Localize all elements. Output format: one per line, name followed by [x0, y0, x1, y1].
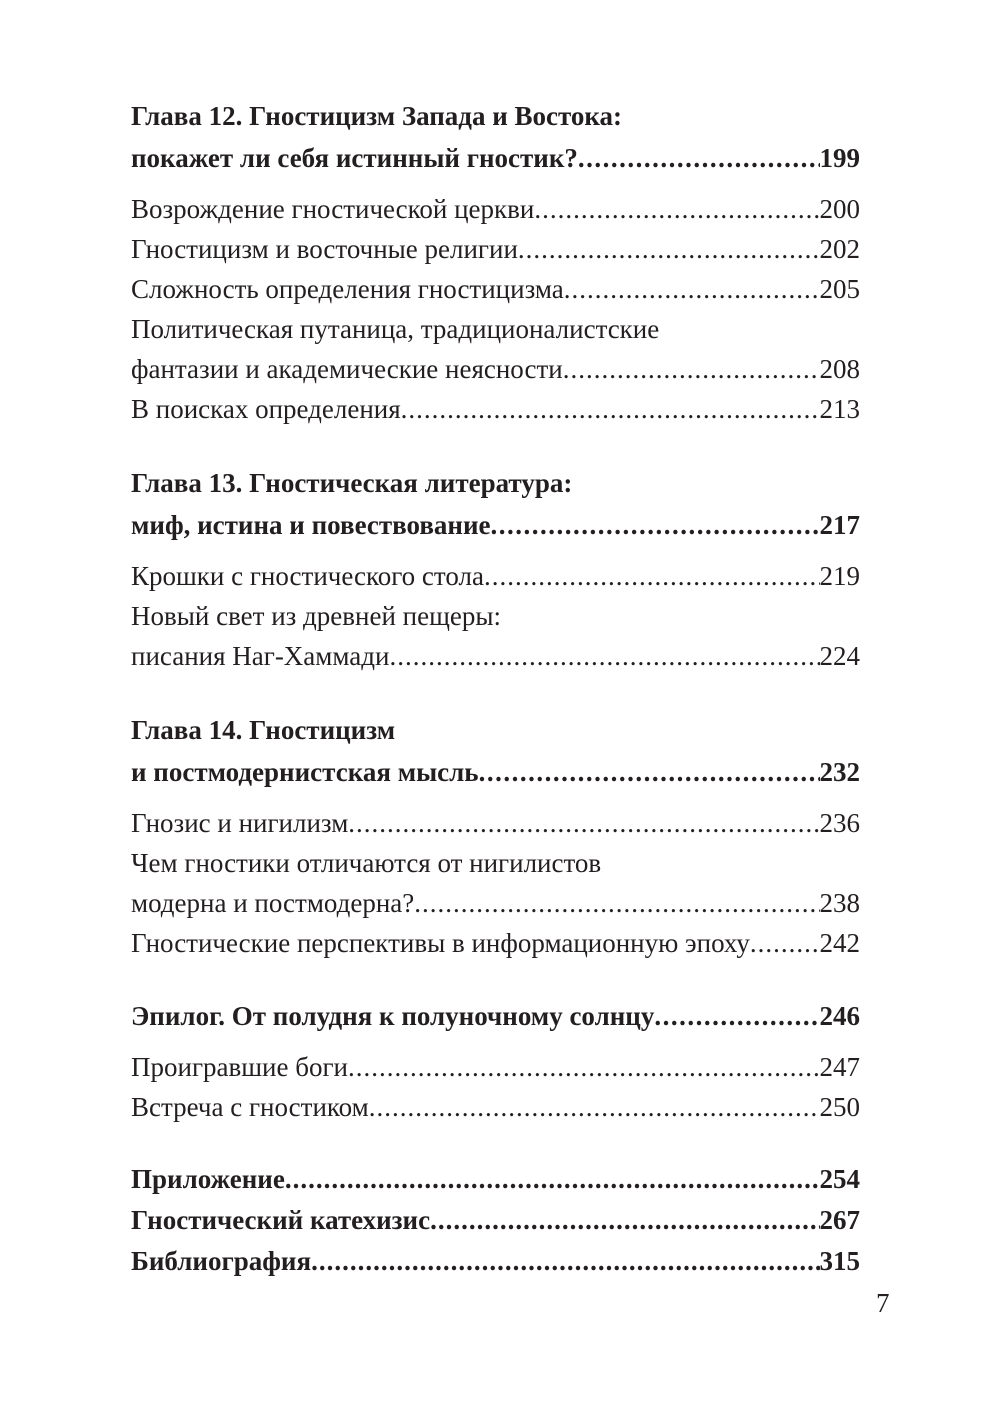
entry-text: Встреча с гностиком: [131, 1092, 369, 1122]
table-of-contents: [131, 95, 860, 1282]
toc-entry: [131, 189, 860, 229]
chapter-title-text: и постмодернистская мысль: [131, 757, 479, 787]
entry-page-number: 238: [819, 888, 860, 918]
dot-leader: [348, 803, 819, 843]
chapter-14-heading: [131, 709, 860, 793]
dot-leader: [389, 636, 819, 676]
entry-page-number: 242: [819, 928, 860, 958]
chapter-title-text: миф, истина и повествование: [131, 510, 491, 540]
section-spacer: [131, 1127, 860, 1159]
epilogue-section: [131, 995, 860, 1127]
appendix-text: Библиография: [131, 1246, 312, 1276]
chapter-page-number: 217: [819, 510, 860, 540]
chapter-title-line: [131, 462, 860, 504]
entry-text: Гностицизм и восточные религии: [131, 234, 518, 264]
dot-leader: [750, 923, 820, 963]
entry-text: Возрождение гностической церкви: [131, 194, 535, 224]
dot-leader: [578, 137, 820, 179]
entry-page-number: 202: [819, 234, 860, 264]
toc-entry: [131, 1047, 860, 1087]
toc-entry: [131, 1087, 860, 1127]
chapter-page-number: 199: [819, 143, 860, 173]
entry-page-number: 236: [819, 808, 860, 838]
entry-page-number: 224: [819, 641, 860, 671]
chapter-title-text: Глава 14. Гностицизм: [131, 715, 396, 745]
appendix-section: [131, 1159, 860, 1282]
appendix-page-number: 315: [819, 1246, 860, 1276]
appendix-page-number: 254: [819, 1164, 860, 1194]
dot-leader: [285, 1159, 820, 1200]
entry-text: В поисках определения: [131, 394, 401, 424]
entry-page-number: 200: [819, 194, 860, 224]
toc-entry: [131, 923, 860, 963]
toc-entry: [131, 269, 860, 309]
dot-leader: [430, 1200, 819, 1241]
appendix-entry: [131, 1200, 860, 1241]
page-number: 7: [876, 1288, 890, 1318]
appendix-page-number: 267: [819, 1205, 860, 1235]
appendix-text: Приложение: [131, 1164, 285, 1194]
toc-entry: [131, 389, 860, 429]
chapter-12-section: [131, 95, 860, 429]
dot-leader: [414, 883, 819, 923]
toc-entry: [131, 556, 860, 596]
toc-entry: [131, 636, 860, 676]
chapter-13-section: [131, 462, 860, 676]
entry-text: писания Наг-Хаммади: [131, 641, 390, 671]
entry-text: Гностические перспективы в информационную эпоху: [131, 928, 750, 958]
section-spacer: [131, 429, 860, 462]
section-spacer: [131, 963, 860, 995]
dot-leader: [479, 751, 820, 793]
entry-text: фантазии и академические неясности: [131, 354, 563, 384]
entry-page-number: 205: [819, 274, 860, 304]
dot-leader: [491, 504, 820, 546]
chapter-title-line: [131, 95, 860, 137]
chapter-title-text: Эпилог. От полудня к полуночному солнцу: [131, 1001, 655, 1031]
entry-page-number: 219: [819, 561, 860, 591]
chapter-14-section: [131, 709, 860, 963]
chapter-page-number: 246: [819, 1001, 860, 1031]
chapter-title-line: [131, 709, 860, 751]
chapter-title-line: [131, 751, 860, 793]
entry-page-number: 247: [819, 1052, 860, 1082]
chapter-12-heading: [131, 95, 860, 179]
entry-text: модерна и постмодерна?: [131, 888, 415, 918]
entry-text: Политическая путаница, традиционалистские: [131, 314, 660, 344]
appendix-entry: [131, 1159, 860, 1200]
dot-leader: [654, 995, 819, 1037]
dot-leader: [311, 1241, 819, 1282]
chapter-13-heading: [131, 462, 860, 546]
dot-leader: [534, 189, 819, 229]
chapter-title-text: Глава 13. Гностическая литература:: [131, 468, 573, 498]
toc-entry: [131, 883, 860, 923]
entry-text: Сложность определения гностицизма: [131, 274, 564, 304]
toc-entry: [131, 803, 860, 843]
chapter-title-line: [131, 137, 860, 179]
epilogue-heading: [131, 995, 860, 1037]
entry-page-number: 208: [819, 354, 860, 384]
toc-entry: [131, 229, 860, 269]
dot-leader: [369, 1087, 820, 1127]
entry-page-number: 213: [819, 394, 860, 424]
toc-entry-first-line: [131, 596, 860, 636]
entry-text: Новый свет из древней пещеры:: [131, 601, 502, 631]
section-spacer: [131, 676, 860, 709]
dot-leader: [401, 389, 820, 429]
entry-text: Гнозис и нигилизм: [131, 808, 349, 838]
dot-leader: [348, 1047, 820, 1087]
entry-text: Проигравшие боги: [131, 1052, 348, 1082]
chapter-title-line: [131, 504, 860, 546]
toc-entry-first-line: [131, 843, 860, 883]
chapter-title-text: покажет ли себя истинный гностик?: [131, 143, 578, 173]
dot-leader: [564, 269, 820, 309]
entry-text: Чем гностики отличаются от нигилистов: [131, 848, 602, 878]
dot-leader: [518, 229, 820, 269]
chapter-page-number: 232: [819, 757, 860, 787]
toc-entry-first-line: [131, 309, 860, 349]
entry-text: Крошки с гностического стола: [131, 561, 484, 591]
toc-entry: [131, 349, 860, 389]
chapter-title-text: Глава 12. Гностицизм Запада и Востока:: [131, 101, 623, 131]
appendix-text: Гностический катехизис: [131, 1205, 431, 1235]
entry-page-number: 250: [819, 1092, 860, 1122]
chapter-title-line: [131, 995, 860, 1037]
dot-leader: [563, 349, 820, 389]
appendix-entry: [131, 1241, 860, 1282]
dot-leader: [484, 556, 820, 596]
